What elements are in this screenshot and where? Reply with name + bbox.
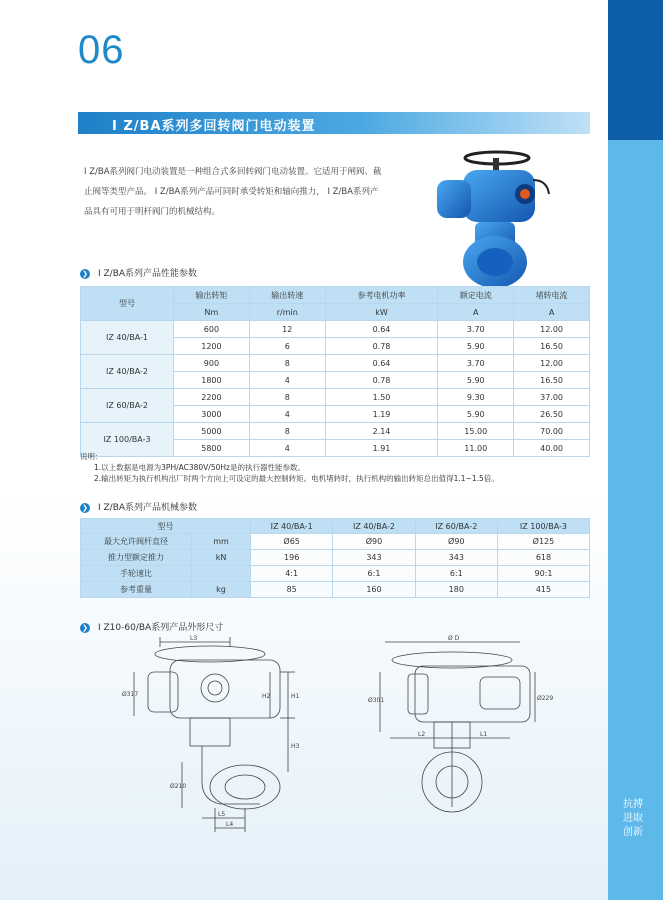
cell: 37.00 (514, 389, 590, 406)
table-row (81, 321, 590, 338)
cell: 40.00 (514, 440, 590, 457)
cell: 600 (174, 321, 250, 338)
model-cell: IZ 40/BA-2 (81, 355, 174, 389)
table-row (81, 423, 590, 440)
mechanical-heading (80, 500, 197, 513)
cell: 2200 (174, 389, 250, 406)
col-model-2: IZ 40/BA-2 (333, 519, 415, 534)
unit-power: kW (325, 304, 438, 321)
col-speed: 输出转速 (249, 287, 325, 304)
cell: 0.78 (325, 338, 438, 355)
cell: 618 (497, 550, 589, 566)
cell: Ø65 (251, 534, 333, 550)
cell: 5.90 (438, 372, 514, 389)
cell: Ø90 (333, 534, 415, 550)
intro-paragraph: I Z/BA系列阀门电动装置是一种组合式多回转阀门电动装置。它适用于闸阀、截止阀等类型产品。 I Z/BA系列产品可同时承受转矩和轴向推力， I Z/BA系列产品具有可用于明杆阀门的机械结构。 (84, 167, 382, 217)
cell: 6 (249, 338, 325, 355)
label-H3: H3 (291, 743, 300, 750)
cell: 4:1 (251, 566, 333, 582)
note-item: 2.输出转矩为执行机构出厂时两个方向上可设定的最大控制转矩。电机堵转时，执行机构的输出转矩总出值得1.1~1.5倍。 (94, 474, 499, 483)
table-row (81, 389, 590, 406)
front-view-drawing (360, 632, 554, 832)
cell: 11.00 (438, 440, 514, 457)
col-model-1: IZ 40/BA-1 (251, 519, 333, 534)
cell: 1.50 (325, 389, 438, 406)
chevron-right-icon: ❯ (80, 503, 90, 513)
unit-speed: r/min (249, 304, 325, 321)
cell: 26.50 (514, 406, 590, 423)
label-H1: H1 (291, 693, 300, 700)
cell: 15.00 (438, 423, 514, 440)
row-unit: kg (192, 582, 251, 598)
label-L5: L5 (218, 811, 226, 818)
cell: 180 (415, 582, 497, 598)
label-L3: L3 (190, 635, 198, 642)
model-cell: IZ 100/BA-3 (81, 423, 174, 457)
cell: 5800 (174, 440, 250, 457)
cell: 6:1 (415, 566, 497, 582)
label-dia-left: Ø317 (122, 691, 139, 698)
cell: 8 (249, 355, 325, 372)
notes-title: 说明： (80, 452, 103, 461)
note-item: 1.以上数据是电源为3PH/AC380V/50Hz是的执行器性能参数。 (94, 463, 305, 472)
row-label: 手轮速比 (81, 566, 192, 582)
unit-rated-current: A (438, 304, 514, 321)
performance-heading (80, 266, 197, 279)
col-rated-current: 额定电流 (438, 287, 514, 304)
cell: 9.30 (438, 389, 514, 406)
table-row (81, 566, 590, 582)
page-title: I Z/BA系列多回转阀门电动装置 (112, 119, 316, 134)
cell: 70.00 (514, 423, 590, 440)
cell: 1800 (174, 372, 250, 389)
cell: 16.50 (514, 372, 590, 389)
title-bar (78, 112, 590, 134)
performance-heading-text: I Z/BA系列产品性能参数 (98, 269, 198, 279)
row-label: 参考重量 (81, 582, 192, 598)
actuator-photo (425, 150, 555, 290)
slogan: 抗搏 进取 创新 (623, 799, 643, 838)
cell: 8 (249, 389, 325, 406)
mechanical-table (80, 518, 590, 598)
col-model: 型号 (81, 519, 251, 534)
cell: 12.00 (514, 321, 590, 338)
unit-torque: Nm (174, 304, 250, 321)
cell: 4 (249, 372, 325, 389)
cell: 5.90 (438, 406, 514, 423)
cell: 3000 (174, 406, 250, 423)
col-model-4: IZ 100/BA-3 (497, 519, 589, 534)
row-unit: kN (192, 550, 251, 566)
cell: 4 (249, 406, 325, 423)
row-label: 推力型额定推力 (81, 550, 192, 566)
table-row (81, 355, 590, 372)
col-power: 参考电机功率 (325, 287, 438, 304)
cell: Ø125 (497, 534, 589, 550)
col-model-3: IZ 60/BA-2 (415, 519, 497, 534)
cell: 4 (249, 440, 325, 457)
col-model: 型号 (81, 287, 174, 321)
col-torque: 输出转矩 (174, 287, 250, 304)
cell: 196 (251, 550, 333, 566)
model-cell: IZ 60/BA-2 (81, 389, 174, 423)
cell: Ø90 (415, 534, 497, 550)
cell: 415 (497, 582, 589, 598)
label-dia-229: Ø229 (537, 695, 554, 702)
unit-stall-current: A (514, 304, 590, 321)
cell: 12 (249, 321, 325, 338)
cell: 1.91 (325, 440, 438, 457)
performance-table (80, 286, 590, 457)
label-dia-bottom: Ø210 (170, 783, 187, 790)
cell: 1200 (174, 338, 250, 355)
label-L1: L1 (480, 731, 488, 738)
dimensions-heading-text: I Z10-60/BA系列产品外形尺寸 (98, 623, 224, 633)
notes (80, 451, 499, 484)
cell: 5000 (174, 423, 250, 440)
cell: 3.70 (438, 321, 514, 338)
label-H2: H2 (262, 693, 271, 700)
table-row (81, 582, 590, 598)
cell: 0.78 (325, 372, 438, 389)
label-L4: L4 (226, 821, 234, 828)
chevron-right-icon: ❯ (80, 623, 90, 633)
cell: 160 (333, 582, 415, 598)
cell: 343 (415, 550, 497, 566)
cell: 900 (174, 355, 250, 372)
cell: 85 (251, 582, 333, 598)
page-number: 06 (78, 28, 125, 72)
table-row (81, 550, 590, 566)
model-cell: IZ 40/BA-1 (81, 321, 174, 355)
cell: 6:1 (333, 566, 415, 582)
cell: 1.19 (325, 406, 438, 423)
row-label: 最大允许阀杆直径 (81, 534, 192, 550)
row-unit: mm (192, 534, 251, 550)
row-unit (192, 566, 251, 582)
label-phi-D: Ø D (448, 635, 460, 642)
cell: 8 (249, 423, 325, 440)
cell: 90:1 (497, 566, 589, 582)
cell: 16.50 (514, 338, 590, 355)
cell: 343 (333, 550, 415, 566)
label-dia-301: Ø301 (368, 697, 385, 704)
label-L2: L2 (418, 731, 426, 738)
cell: 3.70 (438, 355, 514, 372)
cell: 12.00 (514, 355, 590, 372)
side-bar-top (608, 0, 663, 140)
cell: 0.64 (325, 321, 438, 338)
chevron-right-icon: ❯ (80, 269, 90, 279)
cell: 5.90 (438, 338, 514, 355)
mechanical-heading-text: I Z/BA系列产品机械参数 (98, 503, 198, 513)
side-bar (608, 0, 663, 900)
table-row (81, 534, 590, 550)
col-stall-current: 堵转电流 (514, 287, 590, 304)
cell: 2.14 (325, 423, 438, 440)
cell: 0.64 (325, 355, 438, 372)
side-view-drawing (120, 632, 310, 842)
